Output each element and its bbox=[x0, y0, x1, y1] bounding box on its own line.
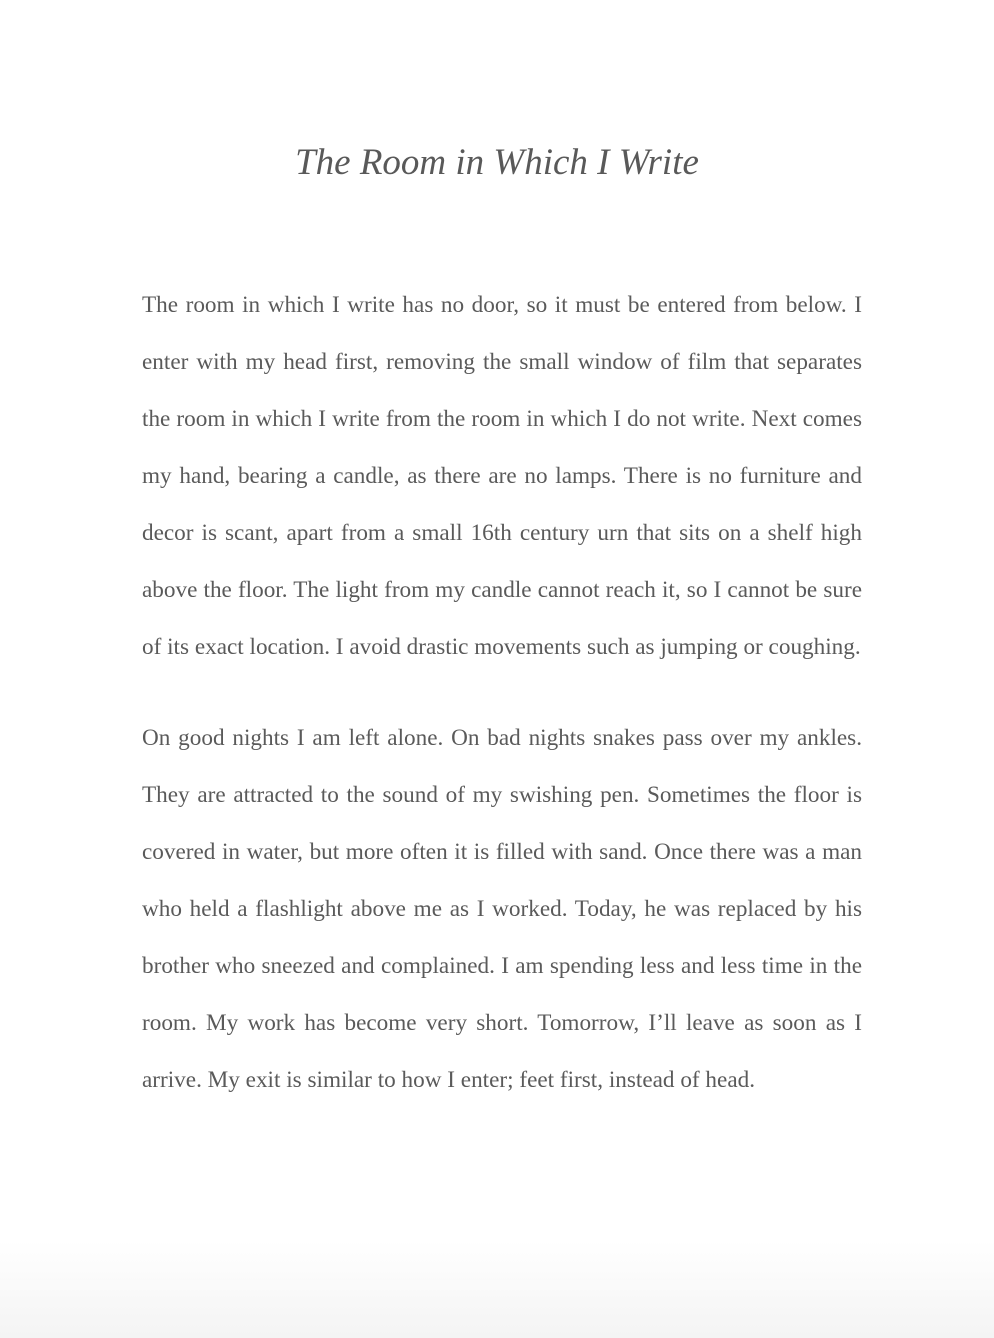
document-title: The Room in Which I Write bbox=[295, 142, 699, 183]
document-body bbox=[142, 277, 862, 1109]
paragraph-2: On good nights I am left alone. On bad nights snakes pass over my ankles. They are attracted to the sound of my swishing pen. Sometimes the floor is covered in water, but more often it is filled with sand. Once there was a man who held a flashlight above me as I worked. Today, he was replaced by his brother who sneezed and complained. I am spending less and less time in the room. My work has become very short. Tomorrow, I’ll leave as soon as I arrive. My exit is similar to how I enter; feet first, instead of head. bbox=[142, 725, 862, 1093]
paragraph-1: The room in which I write has no door, so it must be entered from below. I enter with my head first, removing the small window of film that separates the room in which I write from the room in which I do not write. Next comes my hand, bearing a candle, as there are no lamps. There is no furniture and decor is scant, apart from a small 16th century urn that sits on a shelf high above the floor. The light from my candle cannot reach it, so I cannot be sure of its exact location. I avoid drastic movements such as jumping or coughing. bbox=[142, 292, 862, 660]
